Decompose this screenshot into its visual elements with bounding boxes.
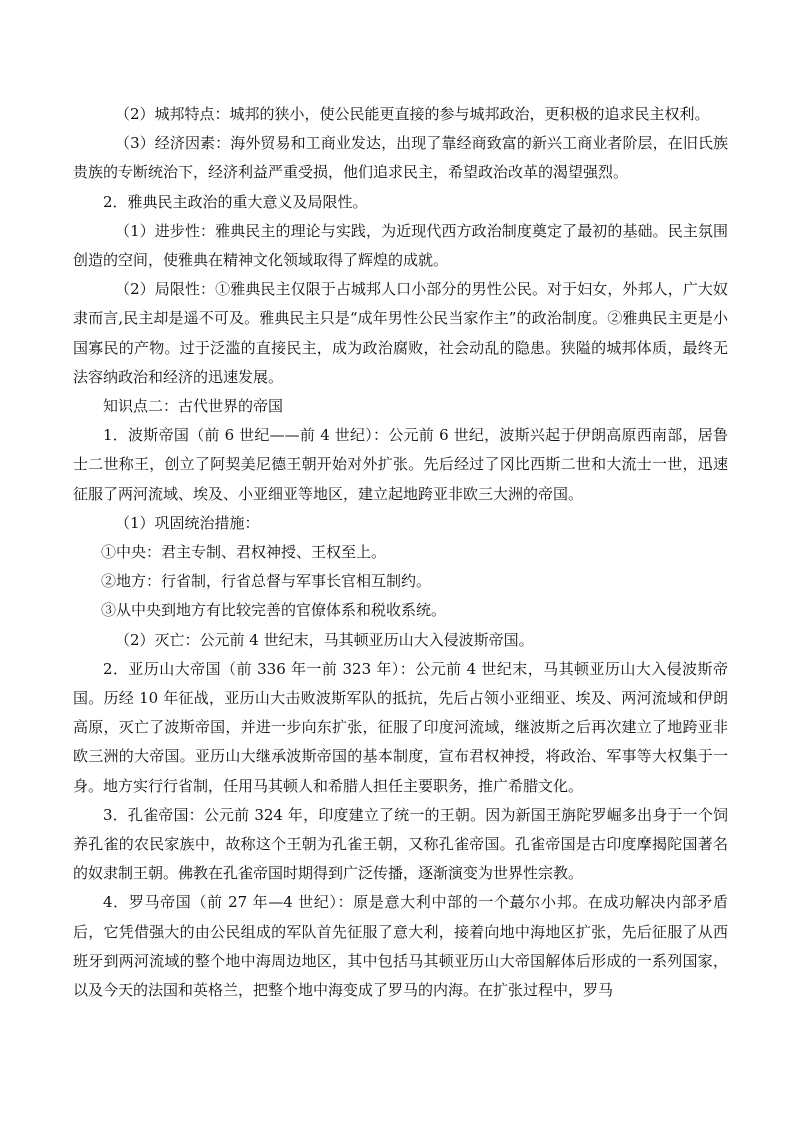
- list-item-bureaucracy: ③从中央到地方有比较完善的官僚体系和税收系统。: [101, 601, 447, 620]
- paragraph-alexander-empire: 2．亚历山大帝国（前 336 年一前 323 年）：公元前 4 世纪末，马其顿亚历山大入侵波斯帝国。历经 10 年征战，亚历山大击败波斯军队的抵抗，先后占领小亚细亚、埃及、两河流域和伊朗高原，灭亡了波斯帝国，并进一步向东扩张，征服了印度河流域，继波斯之后再次建立了地跨亚非欧三洲的大帝国。亚历山大继承波斯帝国的基本制度，宣布君权神授，将政治、军事等大权集于一身。地方实行行省制，任用马其顿人和希腊人担任主要职务，推广希腊文化。: [73, 659, 728, 795]
- paragraph-persian-empire: 1．波斯帝国（前 6 世纪——前 4 世纪）：公元前 6 世纪，波斯兴起于伊朗高原西南部，居鲁士二世称王，创立了阿契美尼德王朝开始对外扩张。先后经过了冈比西斯二世和大流士一世，迅速征服了两河流域、埃及、小亚细亚等地区，建立起地跨亚非欧三大洲的帝国。: [73, 426, 728, 503]
- section-heading-empires: 知识点二：古代世界的帝国: [103, 397, 284, 416]
- paragraph-persian-fall: （2）灭亡：公元前 4 世纪末，马其顿亚历山大入侵波斯帝国。: [115, 630, 534, 649]
- paragraph-economic-factors: （3）经济因素：海外贸易和工商业发达，出现了靠经商致富的新兴工商业者阶层，在旧氏族贵族的专断统治下，经济利益严重受损，他们追求民主，希望政治改革的渴望强烈。: [73, 134, 728, 182]
- paragraph-progressiveness: （1）进步性：雅典民主的理论与实践，为近现代西方政治制度奠定了最初的基础。民主氛围创造的空间，使雅典在精神文化领域取得了辉煌的成就。: [73, 221, 728, 270]
- paragraph-limitations: （2）局限性：①雅典民主仅限于占城邦人口小部分的男性公民。对于妇女，外邦人，广大奴隶而言,民主却是遥不可及。雅典民主只是“成年男性公民当家作主”的政治制度。②雅典民主更是小国寡民的产物。过于泛滥的直接民主，成为政治腐败，社会动乱的隐患。狭隘的城邦体质，最终无法容纳政治和经济的迅速发展。: [73, 280, 728, 386]
- paragraph-roman-empire: 4．罗马帝国（前 27 年—4 世纪）：原是意大利中部的一个蕞尔小邦。在成功解决内部矛盾后，它凭借强大的由公民组成的军队首先征服了意大利，接着向地中海地区扩张，先后征服了从西班牙到两河流域的整个地中海周边地区，其中包括马其顿亚历山大帝国解体后形成的一系列国家，以及今天的法国和英格兰，把整个地中海变成了罗马的内海。在扩张过程中，罗马: [73, 893, 728, 1000]
- list-item-central: ①中央：君主专制、君权神授、王权至上。: [101, 543, 387, 562]
- paragraph-city-state-features: （2）城邦特点：城邦的狭小，使公民能更直接的参与城邦政治，更积极的追求民主权利。: [115, 105, 710, 123]
- list-item-local: ②地方：行省制，行省总督与军事长官相互制约。: [101, 572, 432, 591]
- paragraph-consolidation-measures: （1）巩固统治措施：: [115, 513, 260, 532]
- paragraph-maurya-empire: 3．孔雀帝国：公元前 324 年，印度建立了统一的王朝。因为新国王旃陀罗崛多出身于一个饲养孔雀的农民家族中，故称这个王朝为孔雀王朝，又称孔雀帝国。孔雀帝国是古印度摩揭陀国著名的奴隶制王朝。佛教在孔雀帝国时期得到广泛传播，逐渐演变为世界性宗教。: [73, 805, 728, 883]
- paragraph-significance-heading: 2．雅典民主政治的重大意义及局限性。: [103, 192, 368, 211]
- document-body: [73, 100, 728, 1005]
